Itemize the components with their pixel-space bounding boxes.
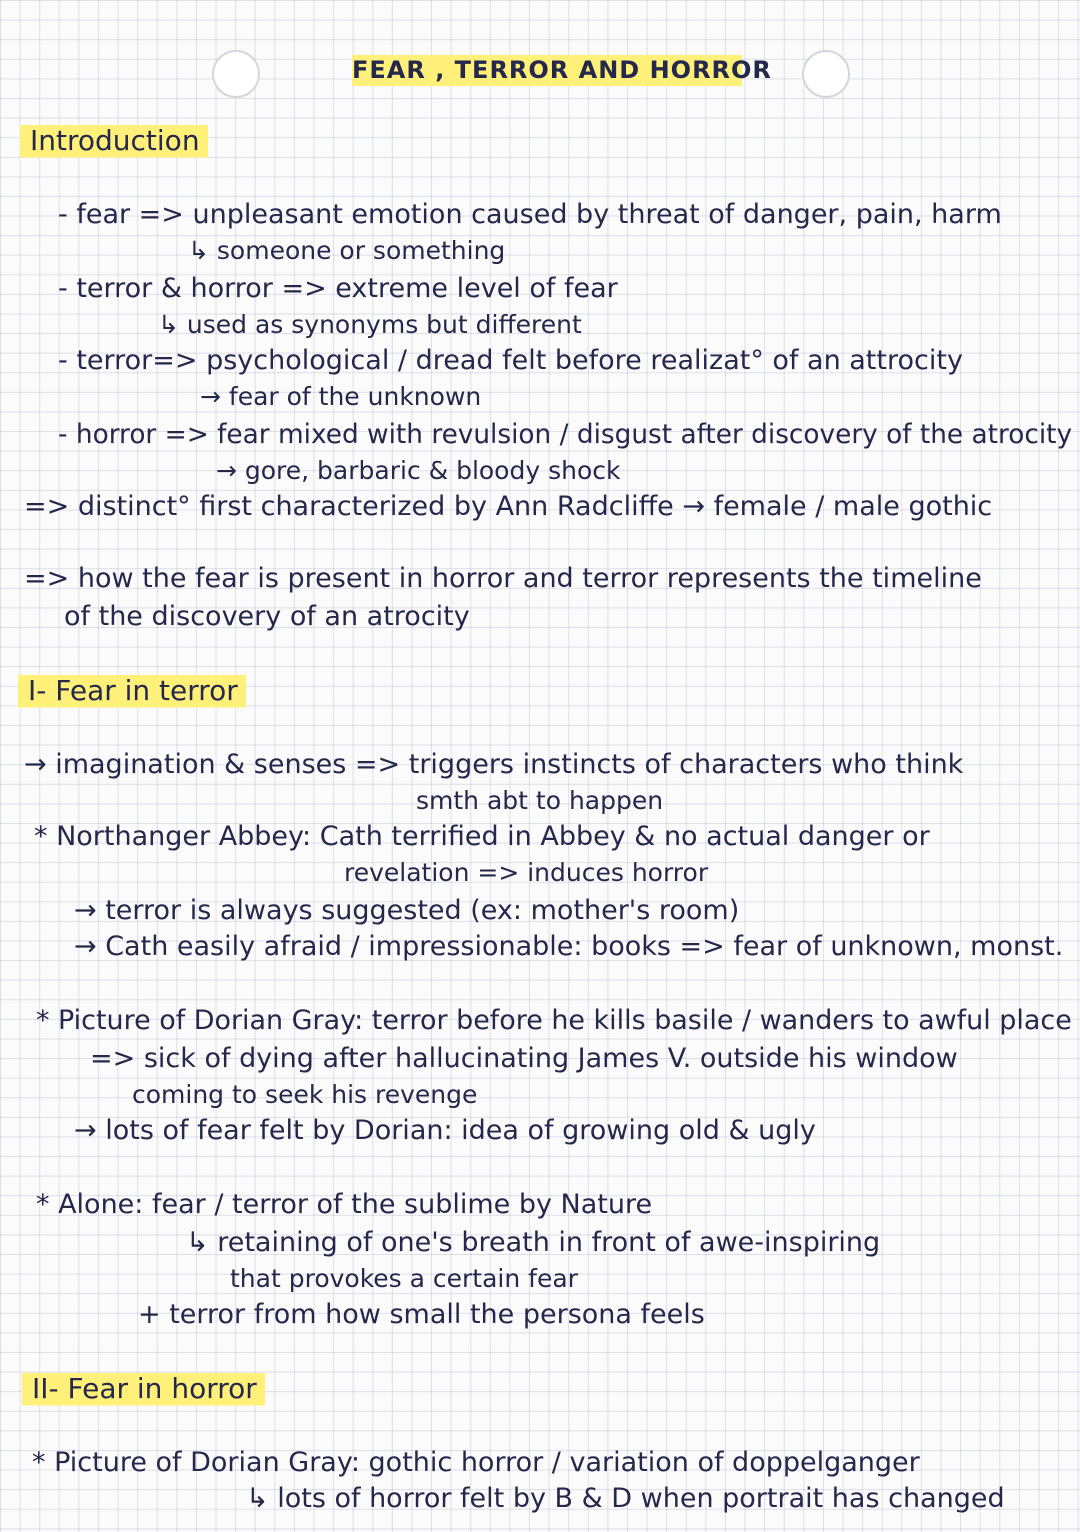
heading-introduction: Introduction — [20, 122, 208, 160]
heading-fear-in-horror: II- Fear in horror — [22, 1370, 265, 1408]
line-revelation: revelation => induces horror — [344, 858, 709, 887]
line-horror-definition: - horror => fear mixed with revulsion / disgust after discovery of the atrocity — [58, 420, 1073, 450]
line-fear-definition: - fear => unpleasant emotion caused by threat of danger, pain, harm — [58, 199, 1002, 230]
line-cath-afraid: → Cath easily afraid / impressionable: books => fear of unknown, monst. — [74, 931, 1064, 962]
line-dorian-gothic: * Picture of Dorian Gray: gothic horror / variation of doppelganger — [32, 1447, 920, 1478]
line-small-persona: + terror from how small the persona feels — [138, 1299, 705, 1330]
line-terror-definition: - terror=> psychological / dread felt before realizat° of an attrocity — [58, 345, 963, 376]
line-portrait-changed: ↳ lots of horror felt by B & D when portrait has changed — [246, 1483, 1005, 1514]
line-dorian-terror: * Picture of Dorian Gray: terror before he kills basile / wanders to awful place — [36, 1005, 1072, 1036]
line-imagination: → imagination & senses => triggers instincts of characters who think — [24, 749, 964, 780]
line-someone-something: ↳ someone or something — [188, 236, 506, 265]
line-terror-suggested: → terror is always suggested (ex: mother's room) — [74, 895, 740, 926]
line-retaining-breath: ↳ retaining of one's breath in front of awe-inspiring — [186, 1227, 881, 1258]
line-smth-abt: smth abt to happen — [416, 786, 664, 815]
heading-fear-in-terror: I- Fear in terror — [18, 672, 246, 710]
line-alone: * Alone: fear / terror of the sublime by Nature — [36, 1189, 653, 1220]
line-timeline-cont: of the discovery of an atrocity — [64, 601, 470, 632]
line-radcliffe: => distinct° first characterized by Ann Radcliffe → female / male gothic — [24, 491, 993, 522]
line-gore: → gore, barbaric & bloody shock — [216, 456, 621, 485]
line-provokes-fear: that provokes a certain fear — [230, 1264, 578, 1293]
binder-hole-left — [212, 50, 260, 98]
page-title: FEAR , TERROR AND HORROR — [352, 52, 742, 88]
line-sick-of-dying: => sick of dying after hallucinating James V. outside his window — [90, 1043, 958, 1074]
line-synonyms: ↳ used as synonyms but different — [158, 310, 582, 339]
line-revenge: coming to seek his revenge — [132, 1080, 478, 1109]
binder-hole-right — [802, 50, 850, 98]
line-fear-unknown: → fear of the unknown — [200, 382, 482, 411]
line-northanger: * Northanger Abbey: Cath terrified in Abbey & no actual danger or — [34, 821, 930, 852]
line-dorian-fear: → lots of fear felt by Dorian: idea of growing old & ugly — [74, 1115, 816, 1146]
line-terror-horror: - terror & horror => extreme level of fear — [58, 273, 618, 304]
line-timeline: => how the fear is present in horror and terror represents the timeline — [24, 563, 982, 594]
